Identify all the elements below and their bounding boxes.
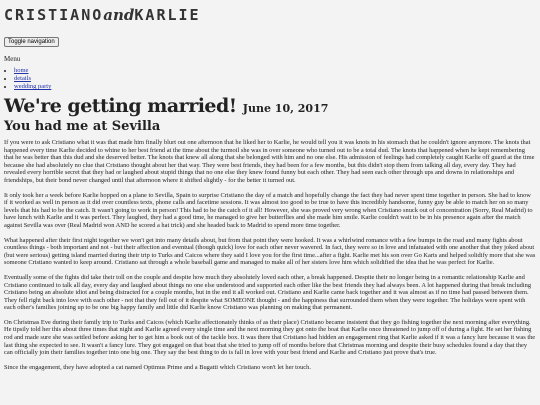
story-paragraph: Since the engagement, they have adopted a cat named Optimus Prime and a Bugatti which Cristiano won't let her touch. xyxy=(4,363,311,371)
story-paragraph: If you were to ask Cristiano what it was that made him finally blurt out one afternoon that he liked her to Karlie, he would tell you it was knots in his stomach that he couldn't ignore anymore. The knots that happened every time Karlie decided to whine to her best friend at the time about the turmoil she was in over someone who turned out to be a total dud. The knots that happened when he kept remembering that he was better than this dud and she deserved better. The knots that knew all along that she belonged with him and no one else. His admission of feelings had completely caught Karlie off guard at the time because she had absolutely no clue that Cristiano thought about her that way. They were best friends, they had been for a few months, but this didn't stop them from talking all day, every day. They had revealed every horrible secret that they had or laughed about stupid things that no one else they knew found funny but each other. They had seen each other through ups and downs in relationships and friendships, but their bond never changed until that afternoon where it shifted slightly - for the better it turned out. xyxy=(4,139,535,184)
nav-item-details xyxy=(14,75,536,83)
story-paragraph: It only took her a week before Karlie hopped on a plane to Sevilla, Spain to surprise Cristiano the day of a match and hopefully change the fact they had never spent time together in person. She had to know if it worked as well in person as it did over countless texts, phone calls and facetime sessions. It was almost too good to be true to have this incredibly handsome, funny guy be able to match her on so many levels that his had to be the catch. It wasn't going to work in person! This had to be the catch of it all! However, she was proved very wrong when Cristiano snuck out of concentration (Sorry, Real Madrid) to have lunch with Karlie and it was perfect. They laughed, they had a good time, he managed to give her butterflies and she made him smile. Karlie couldn't wait to be in his presence again after the match against Sevilla was over (Real Madrid won AND he scored a hat trick) and she headed back to Madrid to spend more time together. xyxy=(4,191,533,229)
story-paragraph: What happened after their first night together we won't get into many details about, but from that point they were hooked. It was a whirlwind romance with a few bumps in the road and many fights about countless things - both important and not - but their affection and eventual (though quick) love for each other never wavered. In fact, they were so in love and infatuated with one another that they joked about (but were serious) getting island married during their trip to Turks and Caicos where they said I love you for the first time...after a fight. Karlie met his son over Go Karts and helped solidify more that she was someone Cristiano wanted to keep around. Cristiano sat through a whole baseball game and managed to make all of her sisters love him which solidified the idea that he was perfect for Karlie. xyxy=(4,236,536,267)
story-paragraph: Eventually some of the fights did take their toll on the couple and despite how much they absolutely loved each other, a break happened. Despite their no longer being in a romantic relationship Karlie and Cristiano continued to talk all day, every day and laughed about things no one else understood and supported each other like the best friends they had always been. A lot happened during that break including Cristiano being an absolute idiot and being distracted for a couple months, but in the end it all worked out. Cristiano and Karlie came back together and it was almost as if no time had passed between them. They fell right back into love with each other - not that they fell out of it despite what SOMEONE thought - and the happiness that surrounded them when they were together. The holidays were spent with each other's families joining up to be one big happy family and little did Karlie know Cristiano was planning on making that permanent. xyxy=(4,273,532,312)
site-title-part2: KARLIE xyxy=(134,6,201,24)
menu-label: Menu xyxy=(4,55,21,63)
post-date: June 10, 2017 xyxy=(242,102,329,115)
post-title: We're getting married! xyxy=(4,95,237,117)
site-title-part1: CRISTIANO xyxy=(4,6,104,24)
nav-item-wedding-party xyxy=(14,83,536,91)
nav-item-home xyxy=(14,67,536,75)
nav-link-home[interactable]: home xyxy=(14,67,29,74)
nav-link-wedding-party[interactable]: wedding party xyxy=(14,83,52,90)
site-title-amp: and xyxy=(103,6,135,24)
post-subtitle: You had me at Sevilla xyxy=(4,119,161,134)
toggle-navigation-button[interactable]: Toggle navigation xyxy=(4,37,59,47)
nav-link-details[interactable]: details xyxy=(14,75,31,82)
nav-list xyxy=(14,67,536,91)
story-paragraph: On Christmas Eve during their family trip to Turks and Caicos (which Karlie affectionately thinks of as their place) Cristiano became insistent that they go fishing together the next morning after everything. He tipsily told her this about three times that night and Karlie agreed every single time and the next morning they got onto the boat that Karlie once threatened to jump off of during a fight. He set her fishing rod and made sure she was settled before asking her to get him a book out of the tackle box. It was there that Cristiano had hidden an engagement ring that Karlie asked if it was a fancy lure because it was the last thing she expected to see. It wasn't a fancy lure. They got engaged on that boat that she tried to jump off of months before that Christmas morning and despite their busy schedules found a day that they can officially join their families together into one big one. They say the best thing to do is fall in love with your best friend and Karlie and Cristiano just prove that's true. xyxy=(4,318,536,357)
site-title[interactable] xyxy=(4,6,536,24)
post-heading xyxy=(4,95,536,117)
